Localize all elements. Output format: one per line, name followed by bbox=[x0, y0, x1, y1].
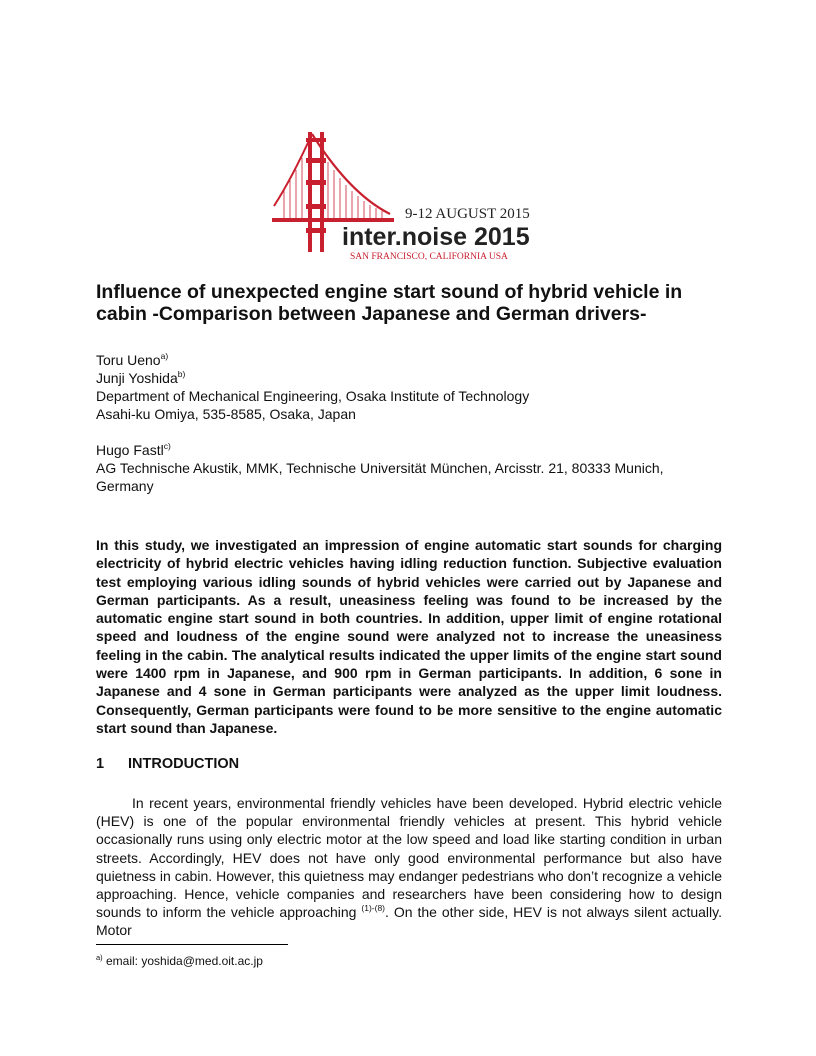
footnote-divider bbox=[96, 944, 288, 945]
section-title: INTRODUCTION bbox=[128, 756, 240, 772]
affiliation-1-line-2: Asahi-ku Omiya, 535-8585, Osaka, Japan bbox=[96, 406, 356, 422]
introduction-paragraph: In recent years, environmental friendly vehicles have been developed. Hybrid electric vehicle (HEV) is one of the popular environmental friendly vehicles at present. This hybrid vehicle occasionally runs using only electric motor at the low speed and load like starting condition in urban streets. Accordingly, HEV does not have only good environmental performance but also have quietness in cabin. However, this quietness may endanger pedestrians who don’t recognize a vehicle approaching. Hence, vehicle companies and researchers have been considering how to design sounds to inform the vehicle approaching $^{(1)-(8)}$. On the other side, HEV is not always silent actually. Motor bbox=[96, 795, 722, 939]
author-3-mark: c) bbox=[163, 441, 171, 451]
footnote-text: email: yoshida@med.oit.ac.jp bbox=[102, 954, 263, 968]
logo-brand: inter.noise 2015 bbox=[342, 223, 530, 251]
section-number: 1 bbox=[96, 756, 105, 772]
conference-logo bbox=[272, 128, 548, 260]
author-block bbox=[96, 351, 726, 495]
affiliation-1-line-1: Department of Mechanical Engineering, Osaka Institute of Technology bbox=[96, 388, 530, 404]
section-heading bbox=[96, 756, 239, 772]
footnote-mark: a) bbox=[96, 953, 103, 962]
author-2: Junji Yoshida$^{b)}$ bbox=[96, 369, 186, 386]
author-3: Hugo Fastl$^{c)}$ bbox=[96, 441, 171, 458]
affiliation-2-line-1: AG Technische Akustik, MMK, Technische Universität München, Arcisstr. 21, 80333 Munich, bbox=[96, 460, 664, 476]
affiliation-2-line-2: Germany bbox=[96, 478, 154, 494]
author-1: Toru Ueno$^{a)}$ bbox=[96, 351, 169, 368]
logo-date: 9-12 AUGUST 2015 bbox=[405, 206, 530, 222]
title-line-2: cabin -Comparison between Japanese and German drivers- bbox=[96, 303, 647, 325]
abstract: In this study, we investigated an impression of engine automatic start sounds for charging electricity of hybrid electric vehicles having idling reduction function. Subjective evaluation test employing various idling sounds of hybrid vehicles were carried out by Japanese and German participants. As a result, uneasiness feeling was found to be increased by the automatic engine start sound in both countries. In addition, upper limit of engine rotational speed and loudness of the engine sound were analyzed not to increase the uneasiness feeling in the cabin. The analytical results indicated the upper limits of the engine start sound were 1400 rpm in Japanese, and 900 rpm in German participants. In addition, 6 sone in Japanese and 4 sone in German participants were analyzed as the upper limit loudness. Consequently, German participants were found to be more sensitive to the engine automatic start sound than Japanese. bbox=[96, 537, 722, 736]
author-1-mark: a) bbox=[160, 351, 169, 361]
logo-location: SAN FRANCISCO, CALIFORNIA USA bbox=[350, 252, 508, 260]
footnote bbox=[96, 954, 263, 968]
reference-citation: (1)-(8) bbox=[361, 903, 386, 914]
author-2-mark: b) bbox=[177, 369, 186, 379]
paper-title bbox=[96, 281, 726, 325]
title-line-1: Influence of unexpected engine start sound of hybrid vehicle in bbox=[96, 281, 683, 303]
